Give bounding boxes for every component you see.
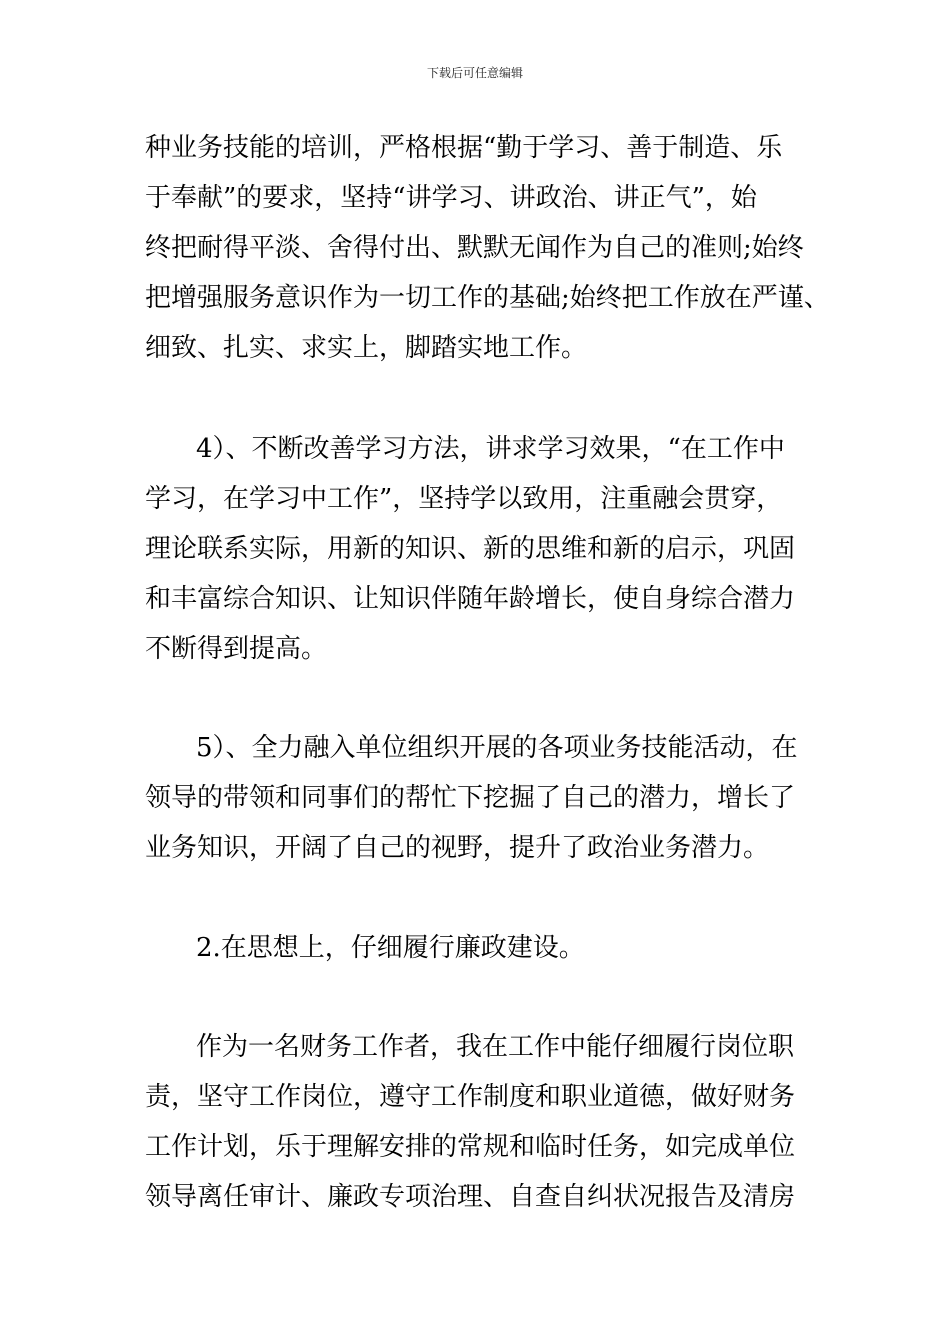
paragraph-2-line-3: 理论联系实际，用新的知识、新的思维和新的启示，巩固 — [145, 534, 796, 564]
paragraph-5-line-3: 工作计划，乐于理解安排的常规和临时任务，如完成单位 — [145, 1132, 796, 1162]
paragraph-3-line-2: 领导的带领和同事们的帮忙下挖掘了自己的潜力，增长了 — [145, 783, 796, 813]
section-heading: 2.在思想上，仔细履行廉政建设。 — [196, 933, 585, 963]
paragraph-2-line-2: 学习，在学习中工作”，坚持学以致用，注重融会贯穿， — [145, 484, 783, 514]
paragraph-1-line-1: 种业务技能的培训，严格根据“勤于学习、善于制造、乐 — [145, 133, 783, 163]
paragraph-5-line-1: 作为一名财务工作者，我在工作中能仔细履行岗位职 — [196, 1032, 795, 1062]
paragraph-3-line-3: 业务知识，开阔了自己的视野，提升了政治业务潜力。 — [145, 833, 770, 863]
paragraph-1-line-4: 把增强服务意识作为一切工作的基础;始终把工作放在严谨、 — [145, 283, 830, 313]
paragraph-1-line-2: 于奉献”的要求，坚持“讲学习、讲政治、讲正气”，始 — [145, 183, 757, 213]
paragraph-1-line-3: 终把耐得平淡、舍得付出、默默无闻作为自己的准则;始终 — [145, 233, 804, 263]
paragraph-1-line-5: 细致、扎实、求实上，脚踏实地工作。 — [145, 333, 588, 363]
paragraph-2-line-5: 不断得到提高。 — [145, 634, 328, 664]
page-header-note: 下载后可任意编辑 — [426, 66, 523, 80]
paragraph-3-line-1: 5）、全力融入单位组织开展的各项业务技能活动，在 — [196, 733, 798, 763]
paragraph-5-line-2: 责，坚守工作岗位，遵守工作制度和职业道德，做好财务 — [145, 1082, 796, 1112]
paragraph-2-line-4: 和丰富综合知识、让知识伴随年龄增长，使自身综合潜力 — [145, 584, 796, 614]
paragraph-5-line-4: 领导离任审计、廉政专项治理、自查自纠状况报告及清房 — [145, 1182, 796, 1212]
paragraph-2-line-1: 4）、不断改善学习方法，讲求学习效果，“在工作中 — [196, 434, 785, 464]
